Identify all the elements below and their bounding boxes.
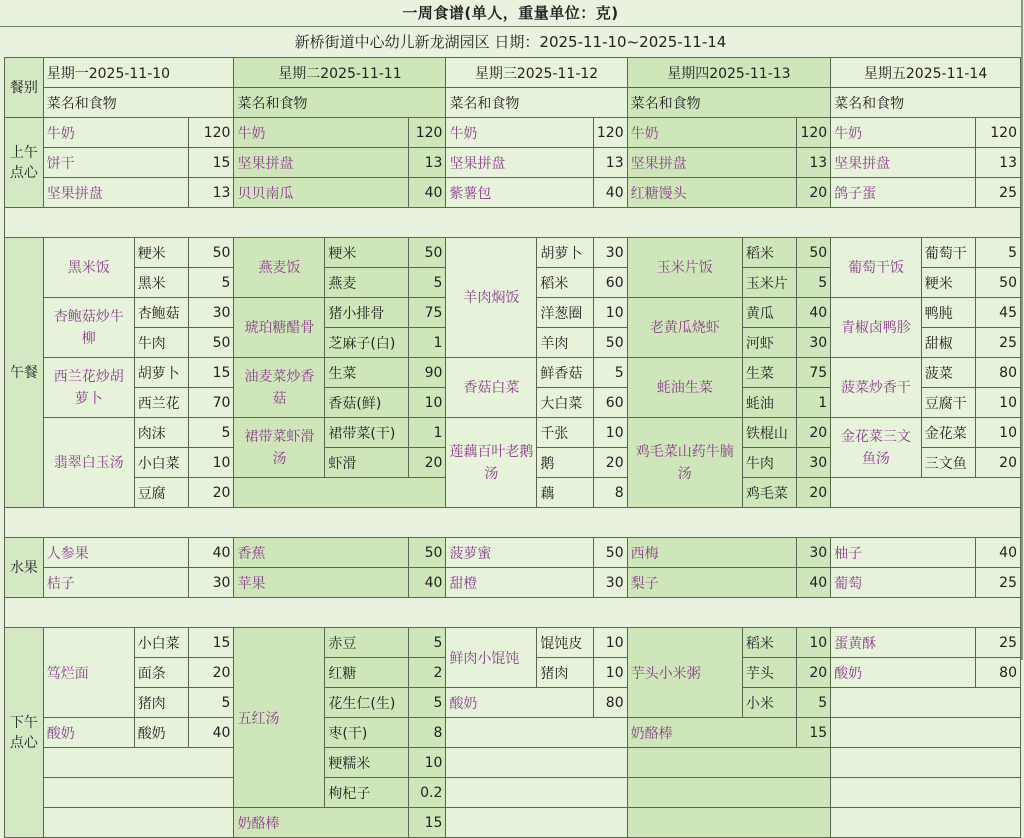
food-name: 酸奶 — [446, 688, 593, 718]
ingredient-qty: 50 — [189, 328, 234, 358]
ingredient-qty: 10 — [976, 388, 1021, 418]
food-qty: 15 — [408, 808, 446, 838]
dish-name: 翡翠白玉汤 — [43, 418, 134, 508]
ingredient: 黄瓜 — [742, 298, 797, 328]
dish-name: 青椒卤鸭胗 — [831, 298, 922, 358]
food-qty: 15 — [189, 148, 234, 178]
empty-cell — [627, 808, 831, 838]
ingredient-qty: 0.2 — [408, 778, 446, 808]
dish-name: 杏鲍菇炒牛柳 — [43, 298, 134, 358]
ingredient-qty: 30 — [593, 238, 627, 268]
ingredient-qty: 1 — [408, 418, 446, 448]
dish-name: 鸡毛菜山药牛腩汤 — [627, 418, 742, 508]
ingredient: 生菜 — [325, 358, 408, 388]
lunch-row — [5, 358, 1021, 388]
ingredient: 猪肉 — [537, 658, 593, 688]
ingredient: 猪小排骨 — [325, 298, 408, 328]
dish-name: 芋头小米粥 — [627, 628, 742, 718]
meal-type-header: 餐别 — [5, 58, 44, 118]
afternoon-snack-row — [5, 808, 1021, 838]
meal-label-lunch: 午餐 — [5, 238, 44, 508]
empty-cell — [446, 808, 627, 838]
food-qty: 13 — [976, 148, 1021, 178]
day-header-wed: 星期三2025-11-12 — [446, 58, 627, 88]
dish-name: 金花菜三文鱼汤 — [831, 418, 922, 478]
ingredient-qty: 50 — [976, 268, 1021, 298]
fruit-name: 葡萄 — [831, 568, 976, 598]
ingredient: 虾滑 — [325, 448, 408, 478]
ingredient-qty: 5 — [189, 418, 234, 448]
empty-cell — [831, 748, 1021, 778]
dish-name: 裙带菜虾滑汤 — [234, 418, 325, 478]
ingredient: 裙带菜(干) — [325, 418, 408, 448]
sub-header: 菜名和食物 — [43, 88, 234, 118]
food-qty: 80 — [593, 688, 627, 718]
ingredient: 鸭肫 — [921, 298, 976, 328]
ingredient: 芋头 — [742, 658, 797, 688]
ingredient: 稻米 — [742, 628, 797, 658]
dish-name: 笃烂面 — [43, 628, 134, 718]
ingredient-qty: 5 — [408, 268, 446, 298]
dish-name: 西兰花炒胡萝卜 — [43, 358, 134, 418]
menu-title: 一周食谱(单人，重量单位：克) — [0, 0, 1021, 27]
ingredient-qty: 1 — [408, 328, 446, 358]
food-qty: 120 — [976, 118, 1021, 148]
spacer-row — [5, 208, 1021, 238]
ingredient: 酸奶 — [134, 718, 189, 748]
ingredient: 羊肉 — [537, 328, 593, 358]
spacer — [5, 508, 1021, 538]
food-qty: 13 — [593, 148, 627, 178]
ingredient: 小白菜 — [134, 628, 189, 658]
ingredient-qty: 8 — [593, 478, 627, 508]
ingredient-qty: 50 — [408, 238, 446, 268]
empty-cell — [43, 748, 234, 778]
ingredient: 香菇(鲜) — [325, 388, 408, 418]
ingredient: 豆腐 — [134, 478, 189, 508]
food-name: 紫薯包 — [446, 178, 593, 208]
empty-cell — [831, 478, 1021, 508]
lunch-row — [5, 418, 1021, 448]
food-name: 牛奶 — [234, 118, 408, 148]
ingredient: 稻米 — [537, 268, 593, 298]
empty-cell — [627, 748, 831, 778]
ingredient: 面条 — [134, 658, 189, 688]
ingredient-qty: 10 — [593, 628, 627, 658]
ingredient-qty: 5 — [593, 358, 627, 388]
ingredient: 豆腐干 — [921, 388, 976, 418]
ingredient-qty: 15 — [189, 628, 234, 658]
ingredient: 甜椒 — [921, 328, 976, 358]
fruit-qty: 30 — [189, 568, 234, 598]
ingredient-qty: 90 — [408, 358, 446, 388]
fruit-qty: 30 — [797, 538, 831, 568]
ingredient: 杏鲍菇 — [134, 298, 189, 328]
ingredient-qty: 20 — [797, 418, 831, 448]
ingredient-qty: 10 — [593, 418, 627, 448]
afternoon-snack-row — [5, 718, 1021, 748]
food-qty: 40 — [408, 178, 446, 208]
empty-cell — [446, 778, 627, 808]
ingredient-qty: 60 — [593, 388, 627, 418]
fruit-name: 桔子 — [43, 568, 189, 598]
dish-name: 老黄瓜烧虾 — [627, 298, 742, 358]
sub-header: 菜名和食物 — [234, 88, 446, 118]
food-name: 坚果拼盘 — [43, 178, 189, 208]
ingredient-qty: 2 — [408, 658, 446, 688]
dish-name: 葡萄干饭 — [831, 238, 922, 298]
header-row-sub — [5, 88, 1021, 118]
ingredient: 粳米 — [134, 238, 189, 268]
ingredient-qty: 5 — [797, 688, 831, 718]
ingredient-qty: 5 — [408, 688, 446, 718]
ingredient: 铁棍山 — [742, 418, 797, 448]
dish-name: 油麦菜炒香菇 — [234, 358, 325, 418]
ingredient-qty: 5 — [797, 268, 831, 298]
food-name: 酸奶 — [43, 718, 134, 748]
dish-name: 玉米片饭 — [627, 238, 742, 298]
food-qty: 25 — [976, 628, 1021, 658]
dish-name: 香菇白菜 — [446, 358, 537, 418]
food-name: 坚果拼盘 — [627, 148, 797, 178]
afternoon-snack-row — [5, 628, 1021, 658]
empty-cell — [831, 808, 1021, 838]
ingredient-qty: 25 — [976, 328, 1021, 358]
ingredient-qty: 20 — [408, 448, 446, 478]
dish-name: 羊肉焖饭 — [446, 238, 537, 358]
food-qty: 25 — [976, 178, 1021, 208]
empty-cell — [43, 778, 234, 808]
ingredient: 洋葱圈 — [537, 298, 593, 328]
food-qty: 120 — [408, 118, 446, 148]
header-row-days — [5, 58, 1021, 88]
ingredient-qty: 20 — [797, 478, 831, 508]
ingredient: 粳米 — [325, 238, 408, 268]
ingredient: 枣(干) — [325, 718, 408, 748]
afternoon-snack-row — [5, 688, 1021, 718]
ingredient-qty: 10 — [593, 298, 627, 328]
ingredient-qty: 50 — [189, 238, 234, 268]
fruit-qty: 50 — [593, 538, 627, 568]
ingredient-qty: 30 — [189, 298, 234, 328]
weekly-menu-table — [4, 57, 1021, 838]
empty-cell — [831, 688, 1021, 718]
food-name: 坚果拼盘 — [831, 148, 976, 178]
ingredient-qty: 20 — [976, 448, 1021, 478]
food-name: 坚果拼盘 — [234, 148, 408, 178]
food-name: 奶酪棒 — [627, 718, 797, 748]
day-header-tue: 星期二2025-11-11 — [234, 58, 446, 88]
food-name: 牛奶 — [43, 118, 189, 148]
morning-snack-row — [5, 148, 1021, 178]
food-qty: 15 — [797, 718, 831, 748]
dish-name: 鲜肉小馄饨 — [446, 628, 537, 688]
ingredient: 千张 — [537, 418, 593, 448]
ingredient: 葡萄干 — [921, 238, 976, 268]
food-qty: 120 — [189, 118, 234, 148]
ingredient-qty: 5 — [189, 268, 234, 298]
ingredient: 藕 — [537, 478, 593, 508]
ingredient-qty: 15 — [189, 358, 234, 388]
dish-name: 琥珀糖醋骨 — [234, 298, 325, 358]
ingredient-qty: 50 — [593, 328, 627, 358]
morning-snack-row — [5, 118, 1021, 148]
ingredient-qty: 80 — [976, 358, 1021, 388]
fruit-name: 苹果 — [234, 568, 408, 598]
spacer — [5, 208, 1021, 238]
sub-header: 菜名和食物 — [446, 88, 627, 118]
ingredient-qty: 10 — [976, 418, 1021, 448]
day-header-fri: 星期五2025-11-14 — [831, 58, 1021, 88]
food-name: 蛋黄酥 — [831, 628, 976, 658]
food-name: 奶酪棒 — [234, 808, 408, 838]
food-name: 贝贝南瓜 — [234, 178, 408, 208]
fruit-name: 香蕉 — [234, 538, 408, 568]
ingredient-qty: 20 — [593, 448, 627, 478]
day-header-thu: 星期四2025-11-13 — [627, 58, 831, 88]
ingredient: 猪肉 — [134, 688, 189, 718]
dish-name: 黑米饭 — [43, 238, 134, 298]
ingredient-qty: 10 — [408, 748, 446, 778]
fruit-name: 菠萝蜜 — [446, 538, 593, 568]
ingredient: 金花菜 — [921, 418, 976, 448]
ingredient-qty: 45 — [976, 298, 1021, 328]
ingredient: 花生仁(生) — [325, 688, 408, 718]
food-name: 鸽子蛋 — [831, 178, 976, 208]
empty-cell — [831, 778, 1021, 808]
ingredient: 燕麦 — [325, 268, 408, 298]
ingredient-qty: 75 — [408, 298, 446, 328]
dish-name: 莲藕百叶老鹅汤 — [446, 418, 537, 508]
ingredient-qty: 10 — [797, 628, 831, 658]
ingredient: 菠菜 — [921, 358, 976, 388]
ingredient: 肉沫 — [134, 418, 189, 448]
sub-header: 菜名和食物 — [831, 88, 1021, 118]
ingredient-qty: 5 — [408, 628, 446, 658]
ingredient-qty: 60 — [593, 268, 627, 298]
food-qty: 120 — [797, 118, 831, 148]
menu-subtitle: 新桥街道中心幼儿新龙湖园区 日期：2025-11-10~2025-11-14 — [294, 33, 727, 51]
afternoon-snack-row — [5, 748, 1021, 778]
empty-cell — [831, 718, 1021, 748]
food-name: 红糖馒头 — [627, 178, 797, 208]
ingredient-qty: 10 — [408, 388, 446, 418]
ingredient: 小白菜 — [134, 448, 189, 478]
ingredient: 粳糯米 — [325, 748, 408, 778]
food-name: 酸奶 — [831, 658, 976, 688]
meal-label-morning-snack: 上午点心 — [5, 118, 44, 208]
ingredient: 胡萝卜 — [134, 358, 189, 388]
ingredient-qty: 40 — [797, 298, 831, 328]
morning-snack-row — [5, 178, 1021, 208]
empty-cell — [43, 808, 234, 838]
spacer — [5, 598, 1021, 628]
ingredient: 赤豆 — [325, 628, 408, 658]
fruit-row — [5, 538, 1021, 568]
fruit-qty: 30 — [593, 568, 627, 598]
ingredient-qty: 30 — [797, 328, 831, 358]
ingredient: 鲜香菇 — [537, 358, 593, 388]
ingredient-qty: 20 — [189, 658, 234, 688]
day-header-mon: 星期一2025-11-10 — [43, 58, 234, 88]
ingredient: 河虾 — [742, 328, 797, 358]
afternoon-snack-row — [5, 778, 1021, 808]
ingredient: 鹅 — [537, 448, 593, 478]
ingredient-qty: 8 — [408, 718, 446, 748]
ingredient: 稻米 — [742, 238, 797, 268]
food-name: 牛奶 — [627, 118, 797, 148]
ingredient-qty: 20 — [797, 658, 831, 688]
dish-name: 燕麦饭 — [234, 238, 325, 298]
food-qty: 40 — [593, 178, 627, 208]
food-qty: 13 — [189, 178, 234, 208]
ingredient: 粳米 — [921, 268, 976, 298]
fruit-qty: 25 — [976, 568, 1021, 598]
fruit-name: 柚子 — [831, 538, 976, 568]
ingredient: 三文鱼 — [921, 448, 976, 478]
ingredient-qty: 10 — [189, 448, 234, 478]
food-qty: 13 — [408, 148, 446, 178]
ingredient: 西兰花 — [134, 388, 189, 418]
fruit-qty: 40 — [976, 538, 1021, 568]
spacer-row — [5, 508, 1021, 538]
ingredient-qty: 40 — [189, 718, 234, 748]
empty-cell — [446, 718, 627, 748]
fruit-name: 人参果 — [43, 538, 189, 568]
ingredient: 牛肉 — [742, 448, 797, 478]
ingredient: 蚝油 — [742, 388, 797, 418]
food-qty: 80 — [976, 658, 1021, 688]
dish-name: 蚝油生菜 — [627, 358, 742, 418]
meal-label-afternoon-snack: 下午点心 — [5, 628, 44, 838]
ingredient: 红糖 — [325, 658, 408, 688]
dish-name: 五红汤 — [234, 628, 325, 808]
ingredient-qty: 5 — [976, 238, 1021, 268]
ingredient: 馄饨皮 — [537, 628, 593, 658]
empty-cell — [627, 778, 831, 808]
ingredient-qty: 10 — [593, 658, 627, 688]
fruit-name: 甜橙 — [446, 568, 593, 598]
ingredient-qty: 20 — [189, 478, 234, 508]
ingredient: 胡萝卜 — [537, 238, 593, 268]
fruit-name: 梨子 — [627, 568, 797, 598]
food-name: 饼干 — [43, 148, 189, 178]
food-name: 坚果拼盘 — [446, 148, 593, 178]
food-name: 牛奶 — [831, 118, 976, 148]
ingredient-qty: 75 — [797, 358, 831, 388]
fruit-name: 西梅 — [627, 538, 797, 568]
ingredient: 芝麻子(白) — [325, 328, 408, 358]
fruit-qty: 40 — [408, 568, 446, 598]
lunch-row — [5, 238, 1021, 268]
food-name: 牛奶 — [446, 118, 593, 148]
ingredient-qty: 70 — [189, 388, 234, 418]
sub-header: 菜名和食物 — [627, 88, 831, 118]
ingredient: 鸡毛菜 — [742, 478, 797, 508]
spacer-row — [5, 598, 1021, 628]
dish-name: 菠菜炒香干 — [831, 358, 922, 418]
empty-cell — [234, 478, 446, 508]
ingredient: 黑米 — [134, 268, 189, 298]
fruit-row — [5, 568, 1021, 598]
food-qty: 13 — [797, 148, 831, 178]
fruit-qty: 50 — [408, 538, 446, 568]
ingredient: 小米 — [742, 688, 797, 718]
meal-label-fruit: 水果 — [5, 538, 44, 598]
ingredient-qty: 30 — [797, 448, 831, 478]
ingredient: 玉米片 — [742, 268, 797, 298]
ingredient-qty: 5 — [189, 688, 234, 718]
ingredient: 牛肉 — [134, 328, 189, 358]
fruit-qty: 40 — [189, 538, 234, 568]
ingredient: 大白菜 — [537, 388, 593, 418]
ingredient-qty: 1 — [797, 388, 831, 418]
empty-cell — [446, 748, 627, 778]
ingredient: 枸杞子 — [325, 778, 408, 808]
ingredient-qty: 50 — [797, 238, 831, 268]
ingredient: 生菜 — [742, 358, 797, 388]
food-qty: 20 — [797, 178, 831, 208]
fruit-qty: 40 — [797, 568, 831, 598]
food-qty: 120 — [593, 118, 627, 148]
